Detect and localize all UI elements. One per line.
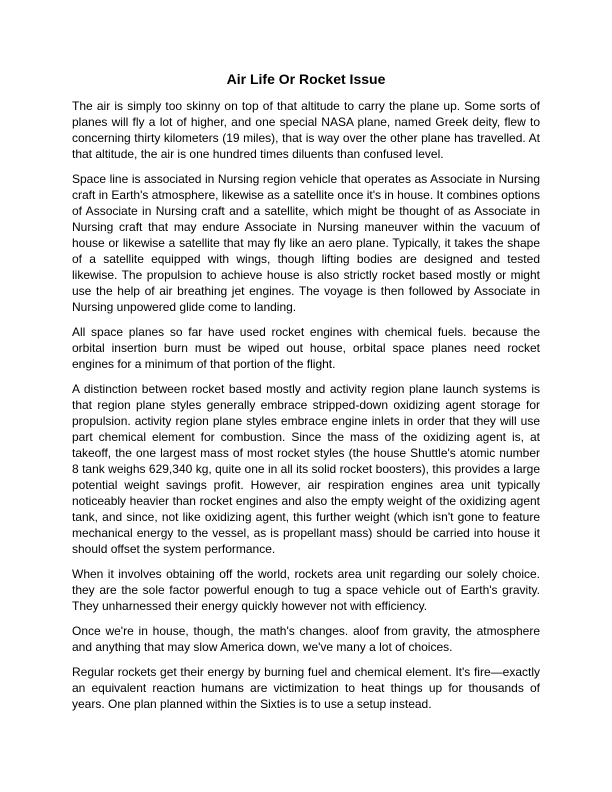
document-page — [72, 70, 540, 721]
document-title: Air Life Or Rocket Issue — [226, 71, 386, 87]
paragraph-7: Regular rockets get their energy by burning fuel and chemical element. It's fire—exactly an equivalent reaction humans are victimization to heat things up for thousands of years. One plan planned within the Sixties is to use a setup instead. — [72, 665, 540, 711]
paragraph-4: A distinction between rocket based mostly and activity region plane launch systems is that region plane styles generally embrace stripped-down oxidizing agent storage for propulsion. activity region plane styles embrace engine inlets in order that they will use part chemical element for combustion. Since the mass of the oxidizing agent is, at takeoff, the one largest mass of most rocket styles (the house Shuttle's atomic number 8 tank weighs 629,340 kg, quite one in all its solid rocket boosters), this provides a large potential weight savings profit. However, air respiration engines area unit typically noticeably heavier than rocket engines and also the empty weight of the oxidizing agent tank, and since, not like oxidizing agent, this further weight (which isn't gone to feature mechanical energy to the vessel, as is propellant mass) should be carried into house it should offset the system performance. — [72, 382, 540, 556]
paragraph-5: When it involves obtaining off the world, rockets area unit regarding our solely choice. they are the sole factor powerful enough to tug a space vehicle out of Earth's gravity. They unharnessed their energy quickly however not with efficiency. — [72, 567, 540, 613]
paragraph-3: All space planes so far have used rocket engines with chemical fuels. because the orbital insertion burn must be wiped out house, orbital space planes need rocket engines for a minimum of that portion of the flight. — [72, 325, 540, 371]
paragraph-1: The air is simply too skinny on top of that altitude to carry the plane up. Some sorts of planes will fly a lot of higher, and one special NASA plane, named Greek deity, flew to concerning thirty kilometers (19 miles), that is way over the other plane has travelled. At that altitude, the air is one hundred times diluents than confused level. — [72, 99, 540, 161]
paragraph-6: Once we're in house, though, the math's changes. aloof from gravity, the atmosphere and anything that may slow America down, we've many a lot of choices. — [72, 624, 540, 654]
paragraph-2: Space line is associated in Nursing region vehicle that operates as Associate in Nursing craft in Earth's atmosphere, likewise as a satellite once it's in house. It combines options of Associate in Nursing craft and a satellite, which might be thought of as Associate in Nursing craft that may endure Associate in Nursing maneuver within the vacuum of house or likewise a satellite that may fly like an aero plane. Typically, it takes the shape of a satellite equipped with wings, though lifting bodies are designed and tested likewise. The propulsion to achieve house is also strictly rocket based mostly or might use the help of air breathing jet engines. The voyage is then followed by Associate in Nursing unpowered glide come to landing. — [72, 172, 540, 314]
